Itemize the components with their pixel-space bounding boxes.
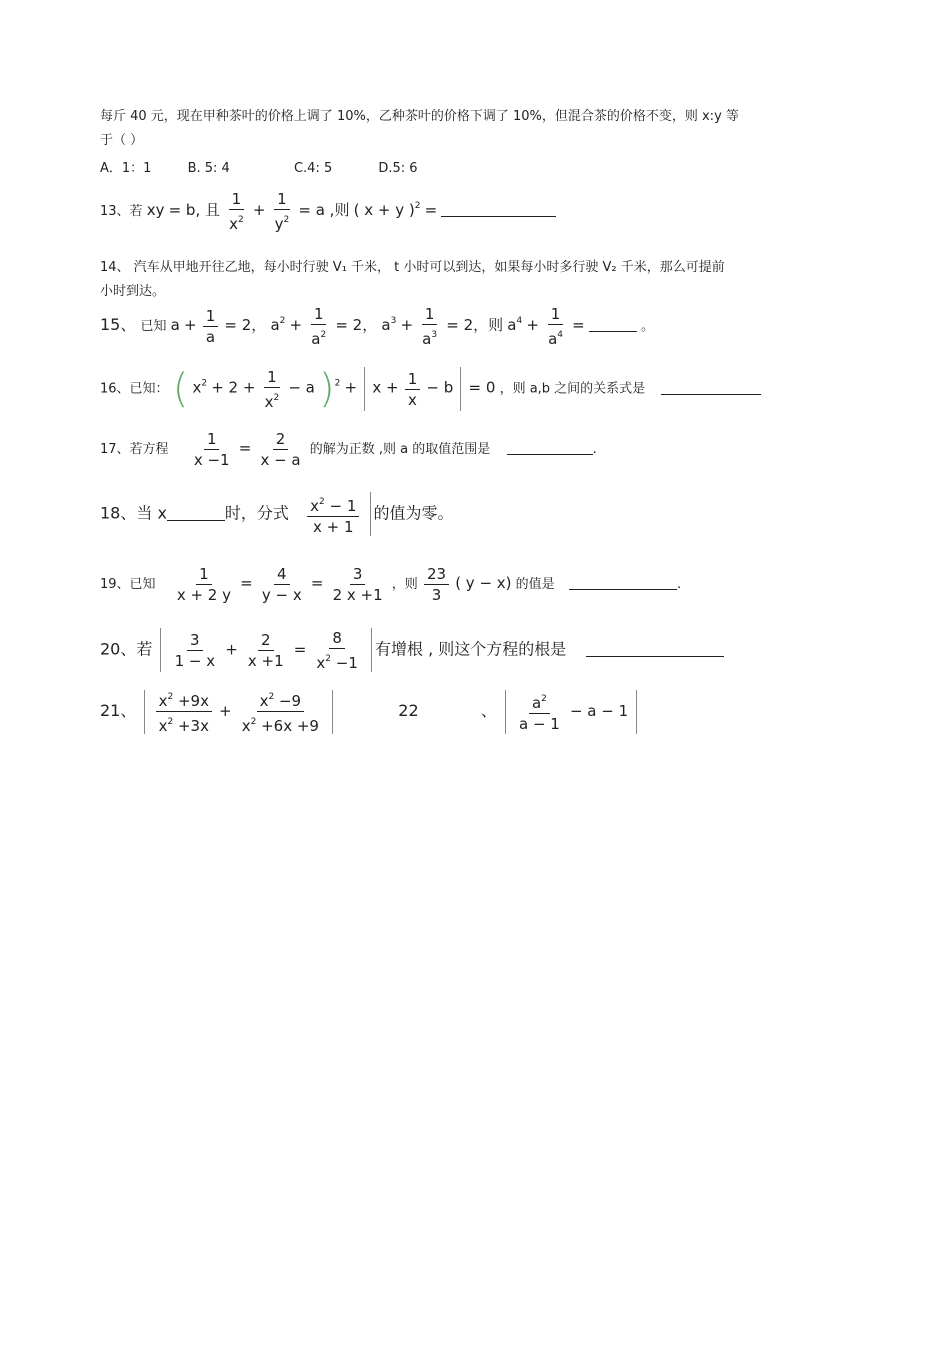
answer-blank[interactable] — [661, 380, 761, 395]
fraction: $\frac{a^2}{a - 1}$ — [516, 690, 563, 733]
q14-line2: 小时到达。 — [100, 284, 166, 299]
fraction: $\frac{1}{a^2}$ — [311, 305, 327, 348]
fraction: $\frac{1}{x^2}$ — [264, 367, 280, 411]
separator-bar-icon — [505, 690, 506, 734]
separator-bar-icon — [636, 690, 637, 734]
abs-bar-icon — [364, 367, 365, 411]
option-c: C.4: 5 — [293, 161, 333, 176]
fraction: $\frac{x^2 - 1}{x + 1}$ — [307, 493, 359, 536]
q21-q22: 21、 $\frac{x^2 +9x}{x^2 +3x}$ + $\frac{x^2 -9}{x^2 +6x +9}$ 22 、 $\frac{a^2}{a - 1}$ − a − 1 — [100, 688, 640, 735]
answer-blank[interactable] — [586, 642, 724, 657]
q17: 17、若方程 $\frac{1}{x -1}$ = $\frac{2}{x - a}$ 的解为正数 ,则 a 的取值范围是 . — [100, 430, 597, 469]
separator-bar-icon — [371, 628, 372, 672]
q15: 15、 已知 a + $\frac{1}{a}$ = 2， $a^2$ + $\frac{1}{a^2}$ = 2， $a^3$ + $\frac{1}{a^3}$ = 2，则 $a^4$ + $\frac{1}{a^4}$ = 。 — [100, 305, 655, 348]
answer-blank[interactable] — [167, 506, 225, 521]
q12-line2: 于（ ） — [100, 133, 144, 148]
q12-options — [100, 157, 418, 176]
fraction: $\frac{1}{a^4}$ — [548, 305, 563, 348]
fraction: $\frac{8}{x^2 -1}$ — [316, 628, 358, 672]
q19: 19、已知 $\frac{1}{x + 2 y}$ = $\frac{4}{y - x}$ = $\frac{3}{2 x +1}$ ，则 $\frac{23}{3}$ ( y − x) 的值是 . — [100, 565, 682, 604]
option-b: B. 5: 4 — [187, 161, 230, 176]
q16: 16、已知： ( $x^2 + 2$ + $\frac{1}{x^2}$ − a )$^2$ + x + $\frac{1}{x}$ − b = 0 ，则 a,b 之间的关系式是 — [100, 367, 761, 411]
separator-bar-icon — [160, 628, 161, 672]
fraction: $\frac{3}{2 x +1}$ — [332, 565, 383, 604]
separator-bar-icon — [370, 492, 371, 536]
fraction: $\frac{1}{a^3}$ — [422, 305, 438, 348]
q12-line1: 每斤 40 元，现在甲种茶叶的价格上调了 10%，乙种茶叶的价格下调了 10%，但混合茶的价格不变，则 x:y 等 — [100, 109, 739, 124]
right-paren-icon: ) — [319, 366, 335, 412]
fraction: $\frac{1}{a}$ — [203, 307, 219, 346]
q14-line1: 14、 汽车从甲地开往乙地，每小时行驶 V₁ 千米， t 小时可以到达，如果每小时多行驶 V₂ 千米，那么可提前 — [100, 260, 725, 275]
q20: 20、若 $\frac{3}{1 - x}$ + $\frac{2}{x +1}$ = $\frac{8}{x^2 -1}$ 有增根 , 则这个方程的根是 — [100, 628, 724, 672]
option-a: A．1：1 — [100, 161, 152, 176]
fraction: $\frac{4}{y - x}$ — [261, 565, 302, 604]
fraction: $\frac{1}{x + 2 y}$ — [176, 565, 231, 604]
left-paren-icon: ( — [172, 366, 189, 412]
q18: 18、当 x 时，分式 $\frac{x^2 - 1}{x + 1}$ 的值为零。 — [100, 492, 454, 536]
answer-blank[interactable] — [507, 440, 593, 455]
answer-blank[interactable] — [589, 317, 637, 332]
fraction: $\frac{x^2 +9x}{x^2 +3x}$ — [156, 688, 212, 735]
fraction: $\frac{1}{x -1}$ — [193, 430, 230, 469]
answer-blank[interactable] — [441, 202, 556, 217]
fraction: $\frac{1}{x^2}$ — [229, 190, 244, 233]
fraction: $\frac{x^2 -9}{x^2 +6x +9}$ — [239, 688, 322, 735]
separator-bar-icon — [144, 690, 145, 734]
fraction: $\frac{1}{y^2}$ — [274, 190, 290, 233]
fraction: $\frac{3}{1 - x}$ — [174, 630, 216, 670]
q13: 13、若 xy = b, 且 $\frac{1}{x^2}$ + $\frac{1}{y^2}$ = a ,则 ( x + y )$^2$ = — [100, 190, 556, 233]
fraction: $\frac{2}{x +1}$ — [247, 630, 284, 670]
option-d: D.5: 6 — [378, 161, 418, 176]
fraction: $\frac{2}{x - a}$ — [260, 430, 301, 469]
answer-blank[interactable] — [569, 575, 677, 590]
fraction: $\frac{23}{3}$ — [424, 565, 449, 604]
separator-bar-icon — [332, 690, 333, 734]
abs-bar-icon — [460, 367, 461, 411]
fraction: $\frac{1}{x}$ — [405, 370, 421, 409]
